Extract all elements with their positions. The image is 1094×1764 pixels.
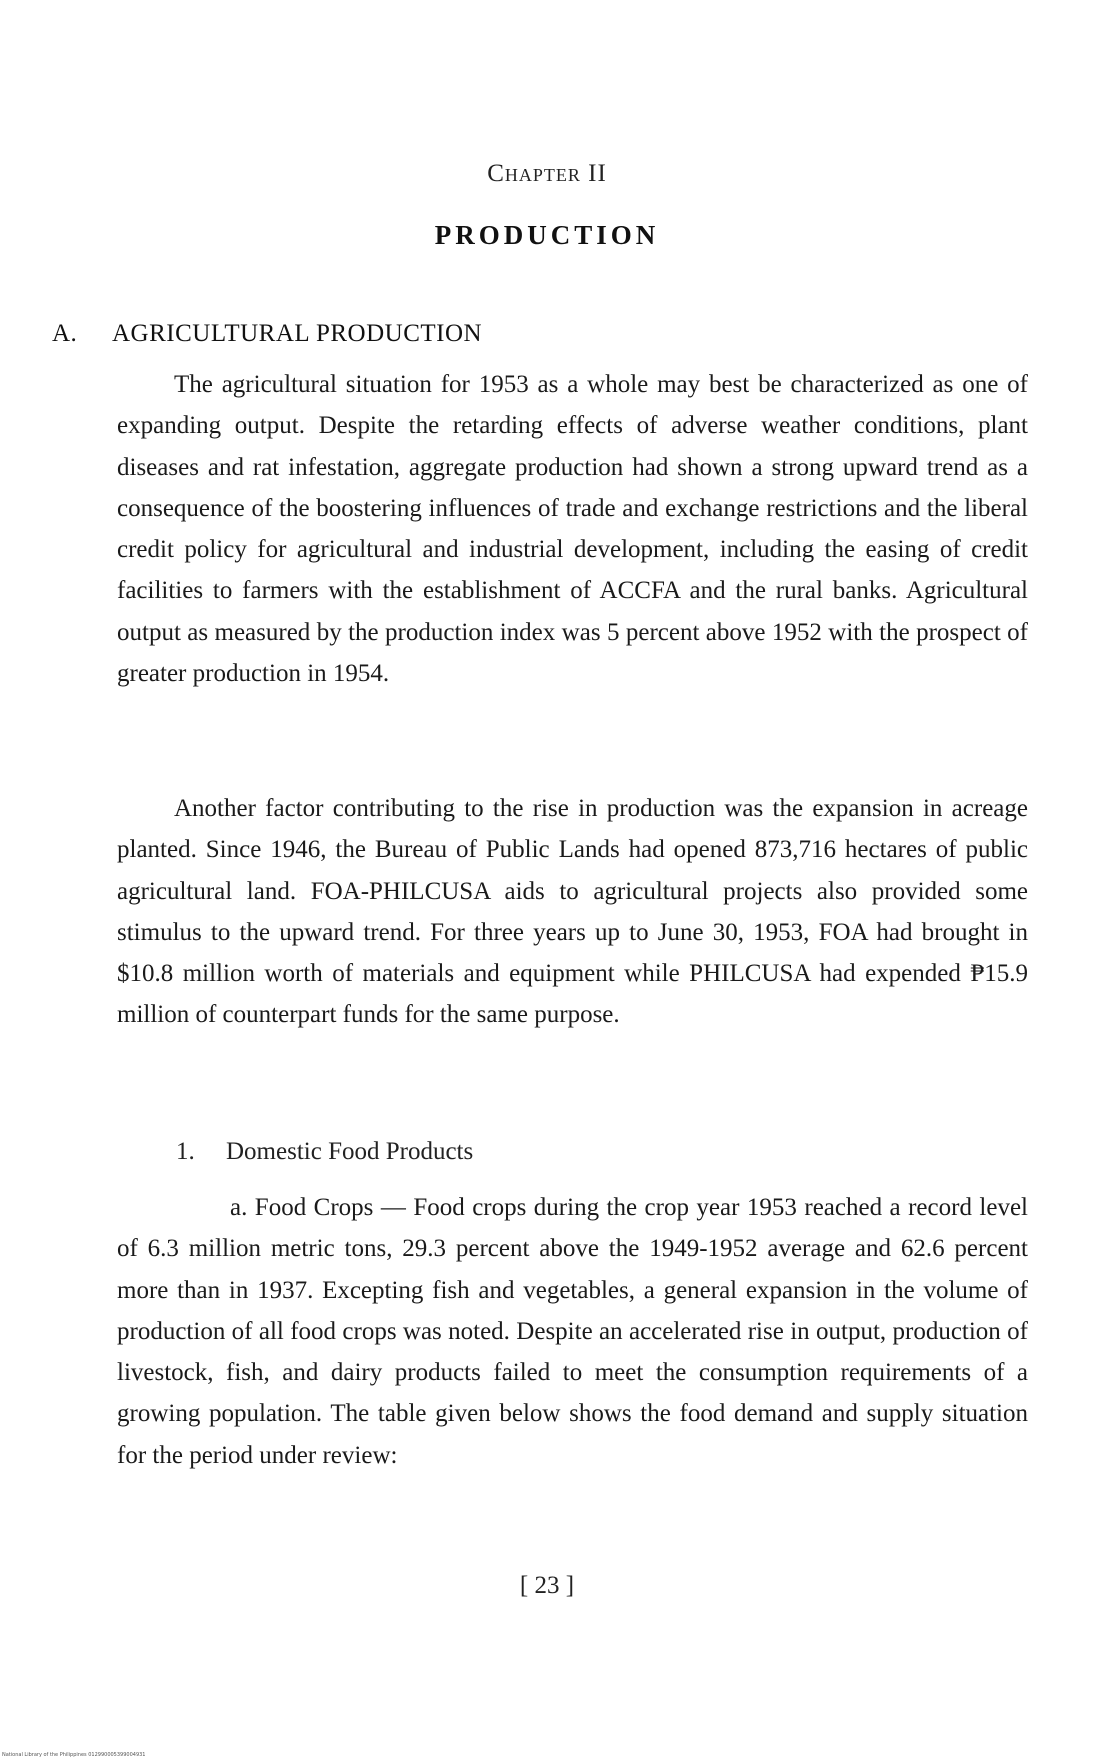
footer-credit: National Library of the Philippines 012990005399004931 xyxy=(2,1752,146,1758)
subsection-title: Domestic Food Products xyxy=(226,1138,474,1165)
paragraph-acreage-expansion xyxy=(117,788,1028,1036)
section-title: AGRICULTURAL PRODUCTION xyxy=(112,320,483,347)
paragraph-text: Another factor contributing to the rise in production was the expansion in acreage planted. Since 1946, the Bureau of Public Lands had opened 873,716 hectares of public agricultural land. FOA-PHILCUSA aids to agricultural projects also provided some stimulus to the upward trend. For three years up to June 30, 1953, FOA had brought in $10.8 million worth of materials and equipment while PHILCUSA had expended ₱15.9 million of counterpart funds for the same purpose. xyxy=(117,795,1028,1029)
subsection-heading xyxy=(176,1138,473,1166)
section-letter: A. xyxy=(52,320,78,347)
paragraph-agricultural-situation xyxy=(117,364,1028,694)
subsection-number: 1. xyxy=(176,1138,195,1165)
paragraph-text: a. Food Crops — Food crops during the crop year 1953 reached a record level of 6.3 million metric tons, 29.3 percent above the 1949-1952 average and 62.6 percent more than in 1937. Excepting fish and vegetables, a general expansion in the volume of production of all food crops was noted. Despite an accelerated rise in output, production of livestock, fish, and dairy products failed to meet the consumption requirements of a growing population. The table given below shows the food demand and supply situation for the period under review: xyxy=(117,1194,1028,1469)
chapter-title: PRODUCTION xyxy=(434,220,660,250)
chapter-label: Chapter II xyxy=(487,160,607,187)
paragraph-food-crops xyxy=(117,1187,1028,1476)
section-heading xyxy=(52,320,482,348)
page-number: [ 23 ] xyxy=(519,1572,575,1599)
paragraph-text: The agricultural situation for 1953 as a whole may best be characterized as one of expanding output. Despite the retarding effects of adverse weather conditions, plant diseases and rat infestation, aggregate production had shown a strong upward trend as a consequence of the boostering influences of trade and exchange restrictions and the liberal credit policy for agricultural and industrial development, including the easing of credit facilities to farmers with the establishment of ACCFA and the rural banks. Agricultural output as measured by the production index was 5 percent above 1952 with the prospect of greater production in 1954. xyxy=(117,371,1028,688)
